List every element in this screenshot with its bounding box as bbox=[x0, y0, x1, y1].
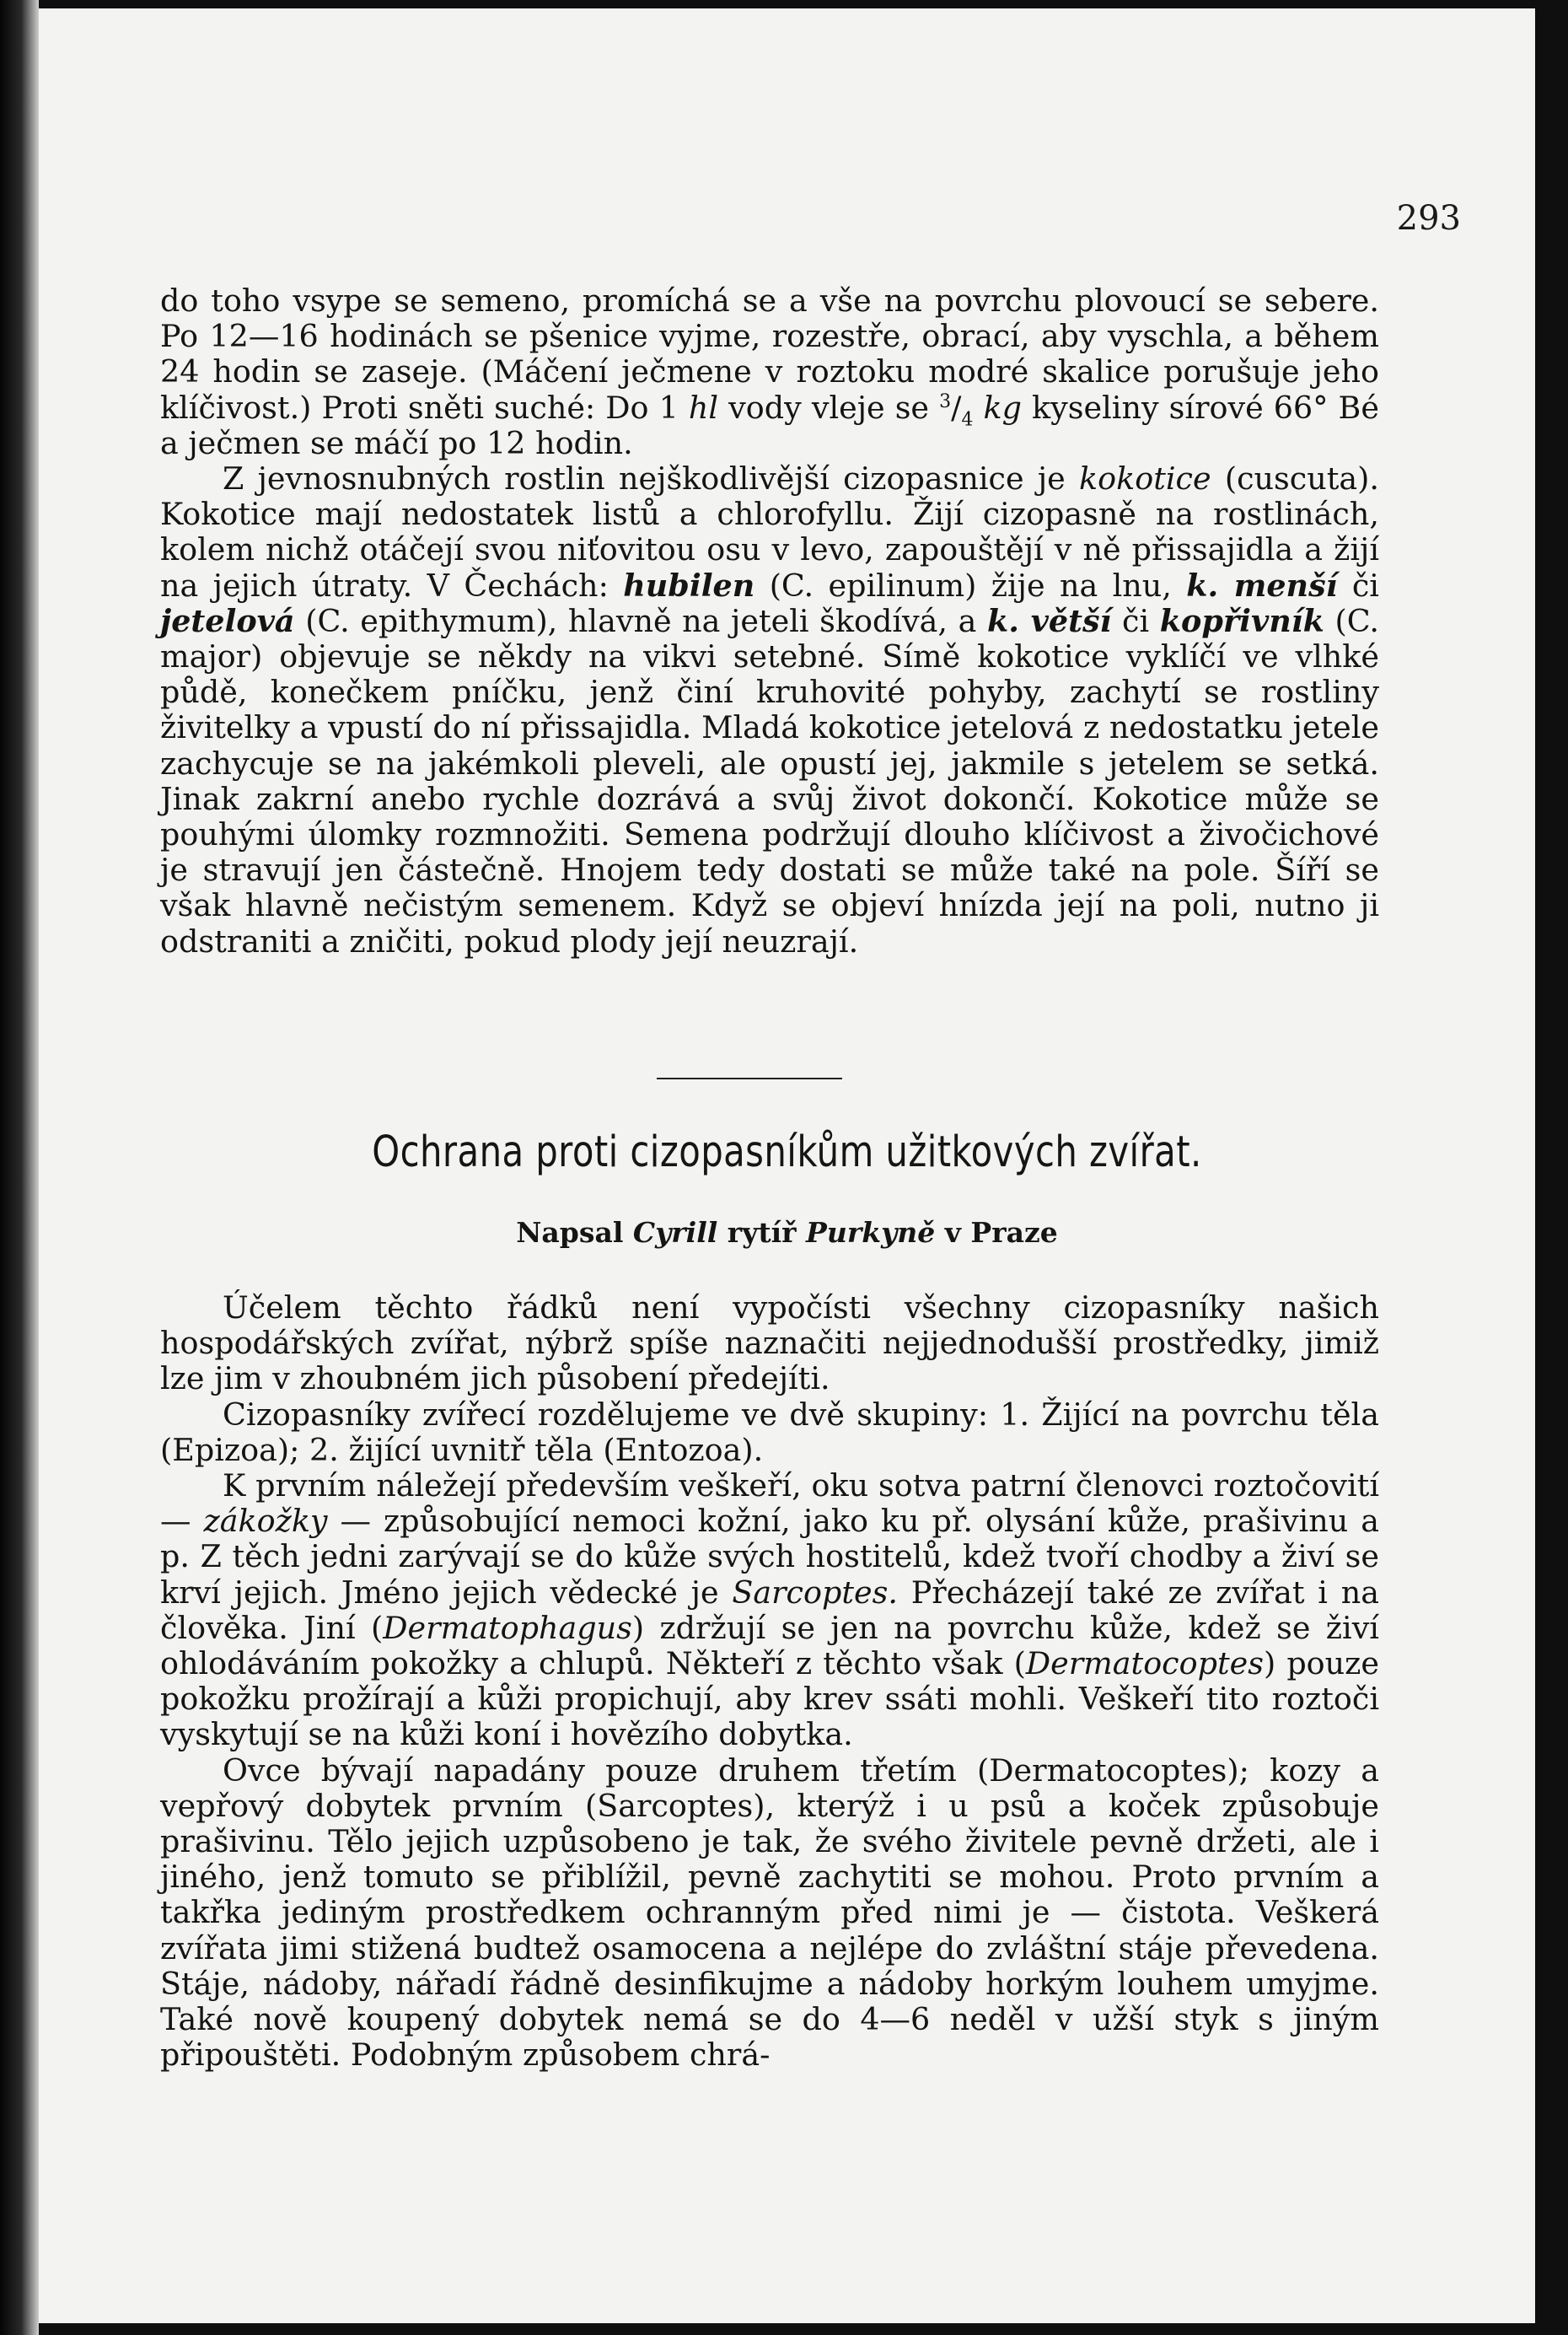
article-byline: Napsal Cyrill rytíř Purkyně v Praze bbox=[516, 1216, 1058, 1249]
article-paragraph-4: Ovce bývají napadány pouze druhem třetím (Dermatocoptes); kozy a vepřový dobytek prvním (Sarcoptes), kterýž i u psů a koček způsobuje prašivinu. Tělo jejich uzpůsobeno je tak, že svého živitele pevně držeti, ale i jiného, jenž tomuto se přiblížil, pevně zachytiti se mohou. Proto prvním a takřka jediným prostředkem ochranným před nimi je — čistota. Veškerá zvířata jimi stižená budtež osamocena a nejlépe do zvláštní stáje převedena. Stáje, nádoby, nářadí řádně desinfikujme a nádoby horkým louhem umyjme. Také nově koupený dobytek nemá se do 4—6 neděl v užší styk s jiným připouštěti. Podobným způsobem chrá- bbox=[160, 1751, 1379, 2074]
continuation-paragraph-2: Z jevnosnubných rostlin nejškodlivější cizopasnice je kokotice (cuscuta). Kokotice mají nedostatek listů a chlorofyllu. Žijí cizopasně na rostlinách, kolem nichž otáčejí svou niťovitou osu v levo, zapouštějí v ně přissajidla a žijí na jejich útraty. V Čechách: hubilen (C. epilinum) žije na lnu, k. menší či jetelová (C. epithymum), hlavně na jeteli škodívá, a k. větší či kopřivník (C. major) objevuje se někdy na vikvi setebné. Símě kokotice vyklíčí ve vlhké půdě, konečkem pníčku, jenž činí kruhovité pohyby, zachytí se rostliny živitelky a vpustí do ní přissajidla. Mladá kokotice jetelová z nedostatku jetele zachycuje se na jakémkoli pleveli, ale opustí jej, jakmile s jetelem se setká. Jinak zakrní anebo rychle dozrává a svůj život dokončí. Kokotice může se pouhými úlomky rozmnožiti. Semena podržují dlouho klíčivost a živočichové je stravují jen částečně. Hnojem tedy dostati se může také na pole. Šíří se však hlavně nečistým semenem. Když se objeví hnízda její na poli, nutno ji odstraniti a zničiti, pokud plody její neuzrají. bbox=[160, 460, 1379, 960]
continuation-text bbox=[160, 283, 1379, 960]
article-title: Ochrana proti cizopasníkům užitkových zvířat. bbox=[372, 1127, 1202, 1177]
continuation-paragraph-1: do toho vsype se semeno, promíchá se a vše na povrchu plovoucí se sebere. Po 12—16 hodinách se pšenice vyjme, rozestře, obrací, aby vyschla, a během 24 hodin se zaseje. (Máčení ječmene v roztoku modré skalice porušuje jeho klíčivost.) Proti sněti suché: Do 1 hl vody vleje se $^3/_4$ kg kyseliny sírové 66° Bé a ječmen se máčí po 12 hodin. bbox=[160, 282, 1379, 461]
author-first-name: Cyrill bbox=[632, 1216, 718, 1249]
article-paragraph-2: Cizopasníky zvířecí rozdělujeme ve dvě skupiny: 1. Žijící na povrchu těla (Epizoa); 2. žijící uvnitř těla (Entozoa). bbox=[160, 1396, 1379, 1468]
article-body bbox=[160, 1290, 1379, 2073]
scan-left-edge bbox=[0, 0, 39, 2335]
article-paragraph-3: K prvním náležejí především veškeří, oku sotva patrní členovci roztočovití — zákožky — způsobující nemoci kožní, jako ku př. olysání kůže, prašivinu a p. Z těch jedni zarývají se do kůže svých hostitelů, kdež tvoří chodby a živí se krví jejich. Jméno jejich vědecké je Sarcoptes. Přecházejí také ze zvířat i na člověka. Jiní (Dermatophagus) zdržují se jen na povrchu kůže, kdež se živí ohlodáváním pokožky a chlupů. Někteří z těchto však (Dermatocoptes) pouze pokožku prožírají a kůži propichují, aby krev ssáti mohli. Veškeří tito roztoči vyskytují se na kůži koní i hovězího dobytka. bbox=[160, 1467, 1379, 1753]
section-divider bbox=[657, 1078, 842, 1079]
author-last-name: Purkyně bbox=[806, 1216, 936, 1249]
book-page bbox=[39, 8, 1535, 2323]
article-paragraph-1: Účelem těchto řádků není vypočísti všechny cizopasníky našich hospodářských zvířat, nýbrž spíše naznačiti nejjednodušší prostředky, jimiž lze jim v zhoubném jich působení předejíti. bbox=[160, 1289, 1379, 1397]
page-number: 293 bbox=[1396, 199, 1461, 238]
